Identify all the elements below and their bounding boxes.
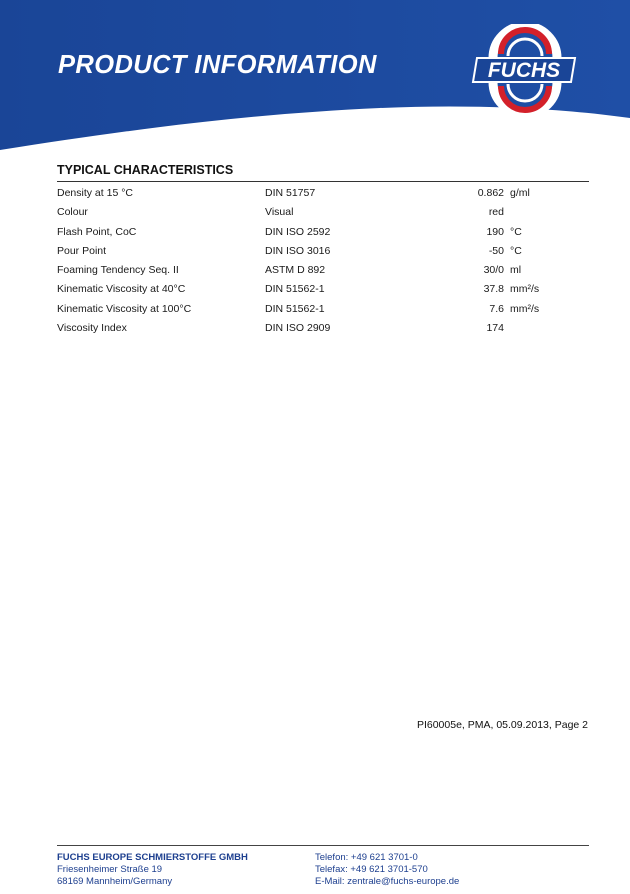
property-cell: Flash Point, CoC [57, 225, 137, 238]
unit-cell: °C [510, 225, 522, 238]
property-cell: Density at 15 °C [57, 187, 133, 199]
table-row [57, 203, 589, 222]
footer-company: FUCHS EUROPE SCHMIERSTOFFE GMBH [57, 852, 248, 863]
footer-phone: Telefon: +49 621 3701-0 [315, 852, 418, 863]
unit-cell: g/ml [510, 187, 530, 199]
table-row [57, 261, 589, 280]
page-title: PRODUCT INFORMATION [58, 51, 377, 79]
value-cell: 174 [486, 322, 504, 335]
property-cell: Kinematic Viscosity at 100°C [57, 302, 192, 315]
value-cell: -50 [488, 244, 504, 257]
method-cell: DIN ISO 3016 [265, 244, 331, 257]
footer-street: Friesenheimer Straße 19 [57, 864, 163, 875]
logo-text: FUCHS [487, 59, 561, 82]
footer-address [57, 852, 248, 888]
footer-city: 68169 Mannheim/Germany [57, 876, 173, 887]
property-cell: Pour Point [57, 244, 107, 257]
table-row [57, 319, 589, 338]
footer-email[interactable]: E-Mail: zentrale@fuchs-europe.de [315, 876, 460, 887]
value-cell: 0.862 [477, 187, 504, 199]
method-cell: DIN 51562-1 [265, 283, 325, 296]
table-row [57, 242, 589, 261]
property-cell: Foaming Tendency Seq. II [57, 264, 179, 277]
footer-contact [315, 852, 459, 888]
page-reference: PI60005e, PMA, 05.09.2013, Page 2 [416, 719, 588, 731]
method-cell: DIN ISO 2909 [265, 322, 331, 335]
method-cell: DIN ISO 2592 [265, 225, 331, 238]
value-cell: red [488, 206, 504, 219]
method-cell: DIN 51562-1 [265, 302, 325, 315]
heading-rule [57, 181, 589, 182]
property-cell: Kinematic Viscosity at 40°C [57, 283, 186, 296]
section-heading: TYPICAL CHARACTERISTICS [57, 163, 234, 177]
method-cell: Visual [265, 206, 294, 219]
method-cell: DIN 51757 [265, 187, 316, 199]
unit-cell: mm²/s [510, 302, 540, 315]
page-header [0, 0, 630, 150]
table-row [57, 184, 589, 203]
unit-cell: °C [510, 244, 522, 257]
value-cell: 190 [486, 225, 504, 238]
table-row [57, 280, 589, 299]
value-cell: 7.6 [489, 302, 504, 315]
method-cell: ASTM D 892 [265, 264, 326, 277]
unit-cell: ml [510, 264, 522, 277]
value-cell: 30/0 [483, 264, 504, 277]
property-cell: Colour [57, 206, 88, 219]
table-row [57, 223, 589, 242]
value-cell: 37.8 [483, 283, 504, 296]
table-row [57, 300, 589, 319]
fuchs-logo [471, 24, 579, 114]
footer-rule [57, 845, 589, 846]
unit-cell: mm²/s [510, 283, 540, 296]
footer-fax: Telefax: +49 621 3701-570 [315, 864, 428, 875]
property-cell: Viscosity Index [57, 322, 127, 335]
characteristics-table [57, 184, 589, 338]
